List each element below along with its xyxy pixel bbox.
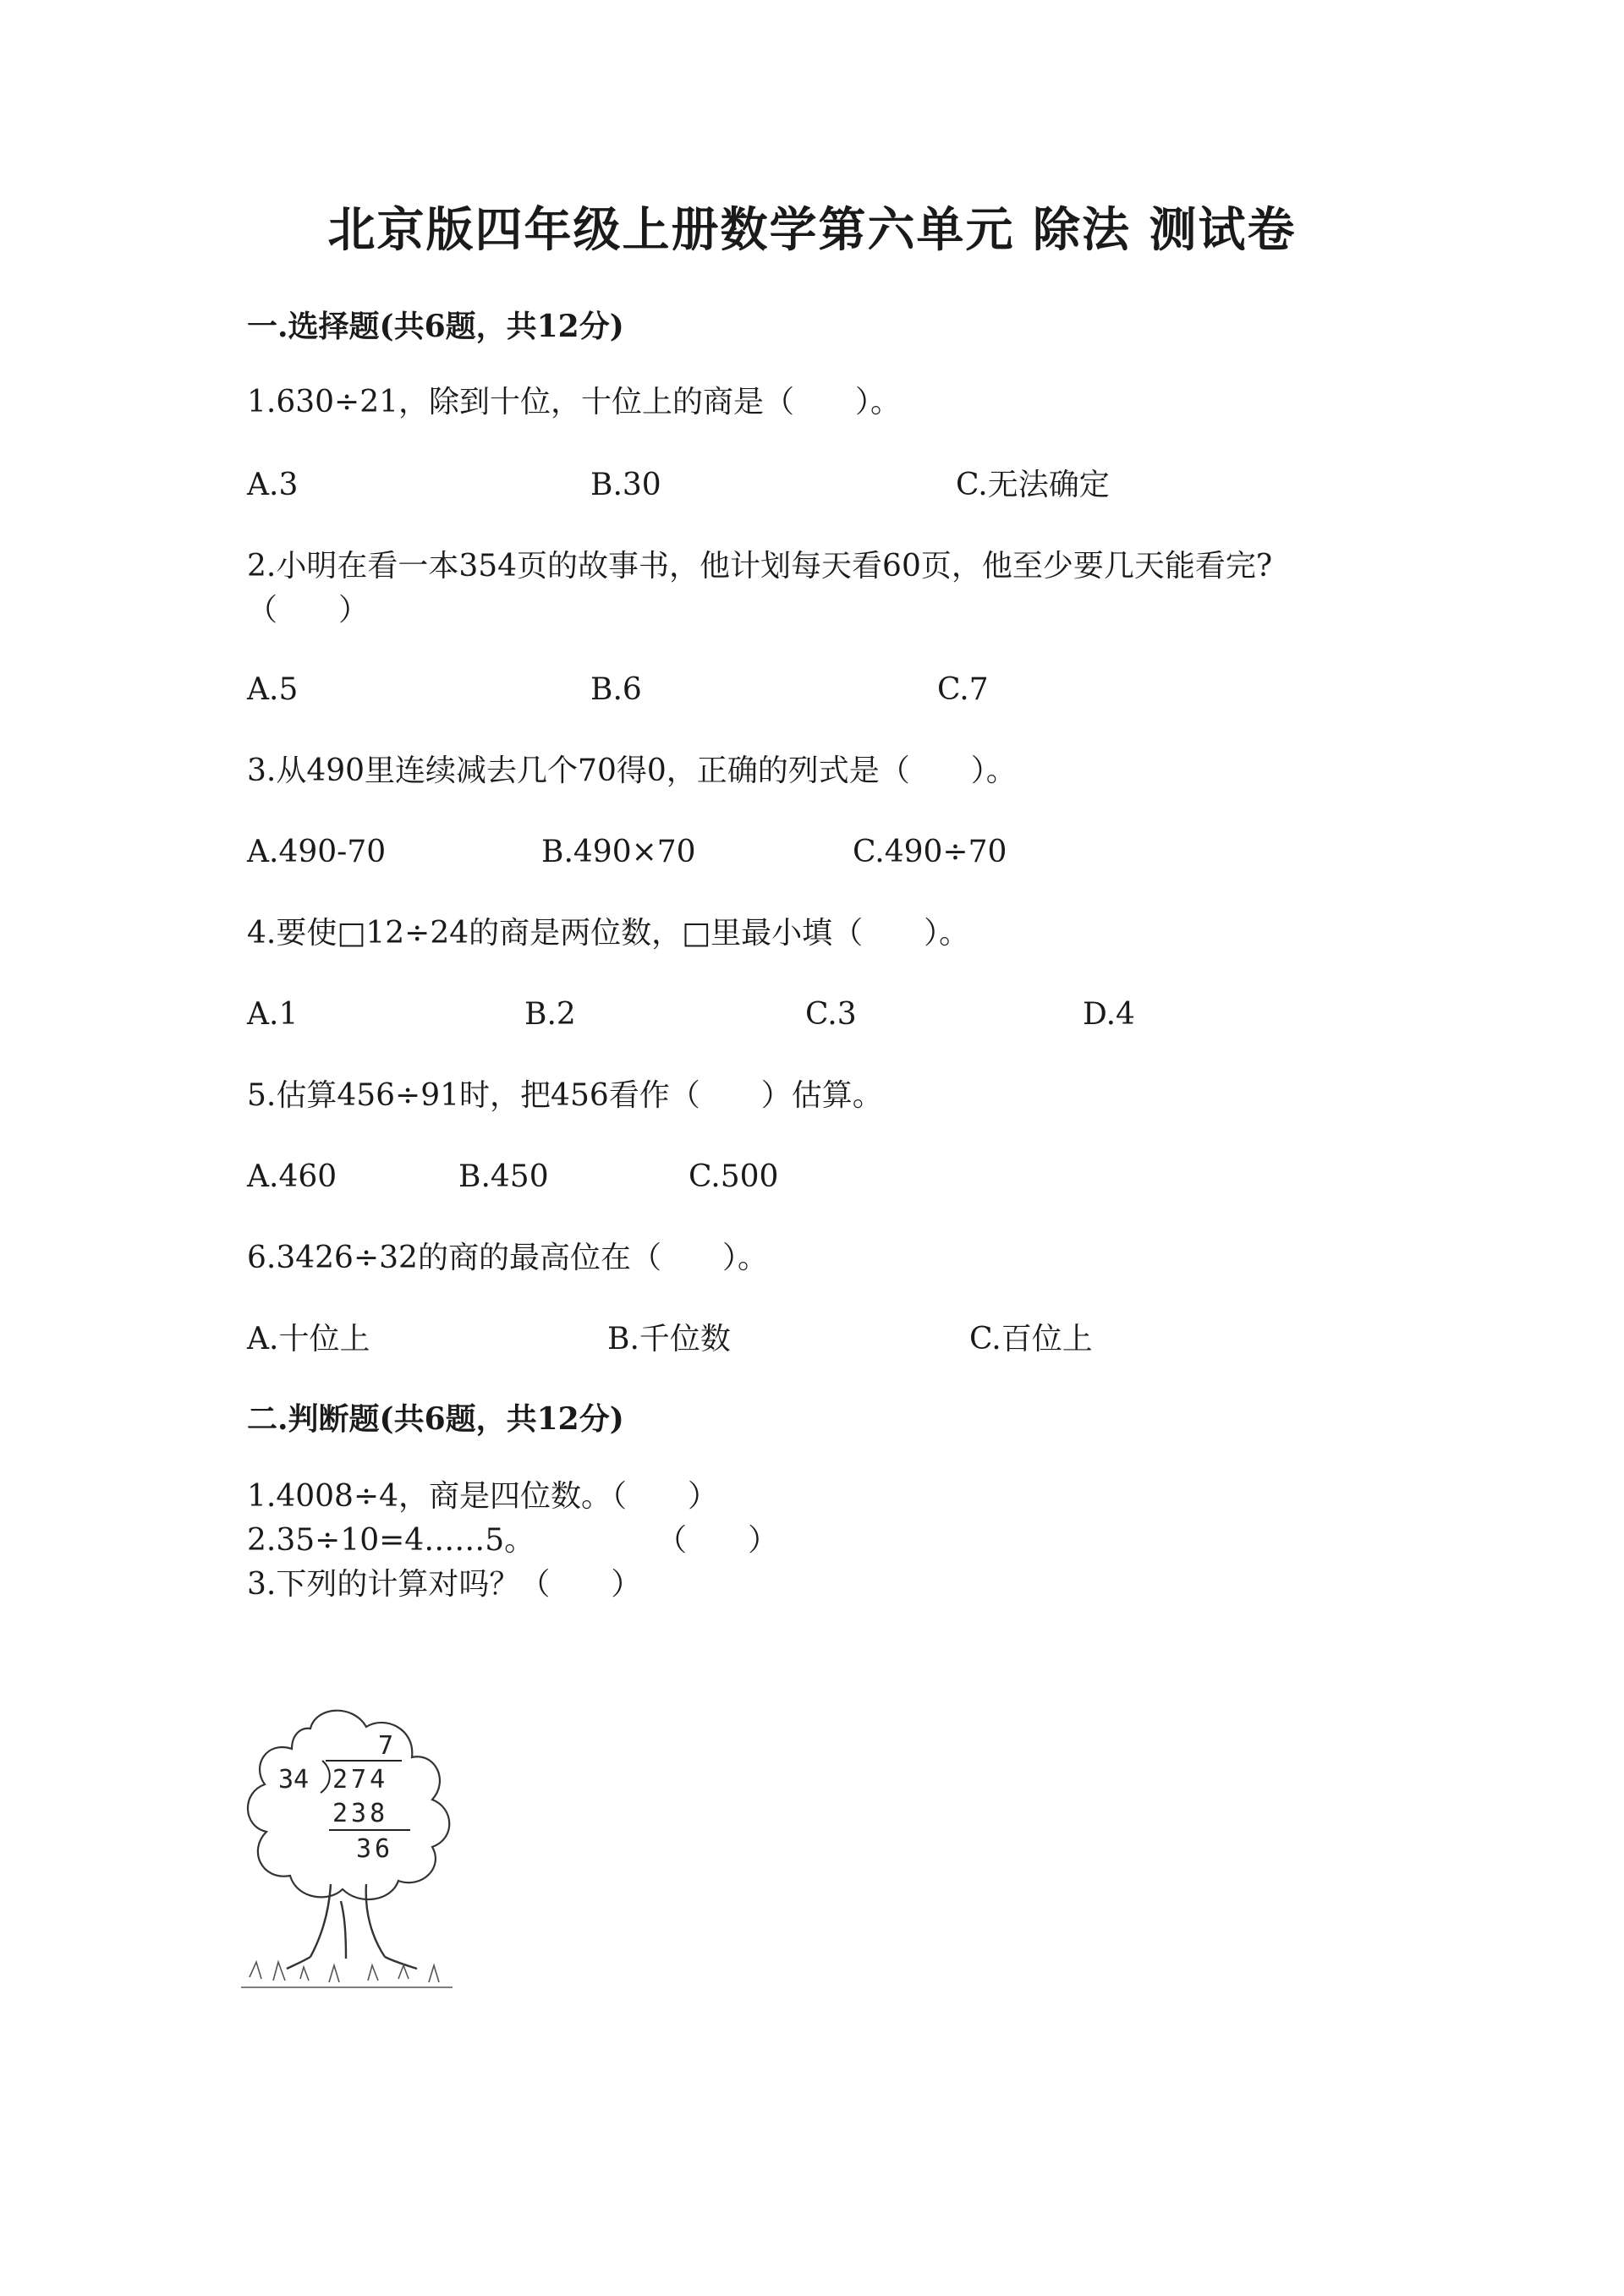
division-dividend: 274: [332, 1765, 389, 1795]
choice-question-6: 6.3426÷32的商的最高位在（ ）。: [247, 1241, 768, 1275]
q2-option-b: B.6: [590, 672, 642, 707]
judgment-question-1: 1.4008÷4，商是四位数。（ ）: [247, 1479, 719, 1514]
q1-option-a: A.3: [247, 468, 299, 502]
q4-option-b: B.2: [524, 997, 576, 1032]
choice-question-2: [247, 545, 1272, 633]
q4-option-a: A.1: [247, 997, 299, 1032]
q6-option-c: C.百位上: [969, 1322, 1093, 1356]
division-quotient: 7: [378, 1731, 394, 1761]
q4-option-d: D.4: [1083, 997, 1135, 1032]
tree-trunk: [287, 1884, 417, 1969]
division-divisor: 34: [278, 1765, 310, 1795]
q1-option-c: C.无法确定: [956, 468, 1110, 502]
section-heading-choice: 一.选择题(共6题，共12分): [247, 309, 624, 344]
tree-division-illustration: [241, 1690, 461, 1994]
q3-option-a: A.490-70: [247, 835, 387, 869]
choice-question-2-line-1: 2.小明在看一本354页的故事书，他计划每天看60页，他至少要几天能看完?: [247, 549, 1273, 584]
choice-question-3: 3.从490里连续减去几个70得0，正确的列式是（ ）。: [247, 753, 1017, 788]
choice-question-4: 4.要使□12÷24的商是两位数，□里最小填（ ）。: [247, 916, 970, 951]
q4-option-c: C.3: [805, 997, 857, 1032]
page-title: 北京版四年级上册数学第六单元 除法 测试卷: [327, 202, 1297, 258]
q5-option-a: A.460: [247, 1159, 337, 1194]
q2-option-c: C.7: [937, 672, 989, 707]
division-product: 238: [332, 1799, 389, 1828]
judgment-question-3: 3.下列的计算对吗？（ ）: [247, 1567, 642, 1602]
q3-option-b: B.490×70: [541, 835, 696, 869]
division-remainder: 36: [356, 1834, 394, 1864]
judgment-question-2: 2.35÷10=4……5。 （ ）: [247, 1523, 779, 1558]
q2-option-a: A.5: [247, 672, 299, 707]
division-bracket: [321, 1761, 330, 1793]
choice-question-2-line-2: （ ）: [247, 593, 370, 627]
grass-strokes: [241, 1962, 453, 1987]
q5-option-c: C.500: [689, 1159, 779, 1194]
q3-option-c: C.490÷70: [853, 835, 1007, 869]
q1-option-b: B.30: [590, 468, 661, 502]
q5-option-b: B.450: [458, 1159, 549, 1194]
q6-option-a: A.十位上: [247, 1322, 370, 1356]
q6-option-b: B.千位数: [607, 1322, 731, 1356]
choice-question-1: 1.630÷21，除到十位，十位上的商是（ ）。: [247, 385, 902, 419]
choice-question-5: 5.估算456÷91时，把456看作（ ）估算。: [247, 1078, 883, 1113]
section-heading-judgment: 二.判断题(共6题，共12分): [247, 1401, 624, 1437]
